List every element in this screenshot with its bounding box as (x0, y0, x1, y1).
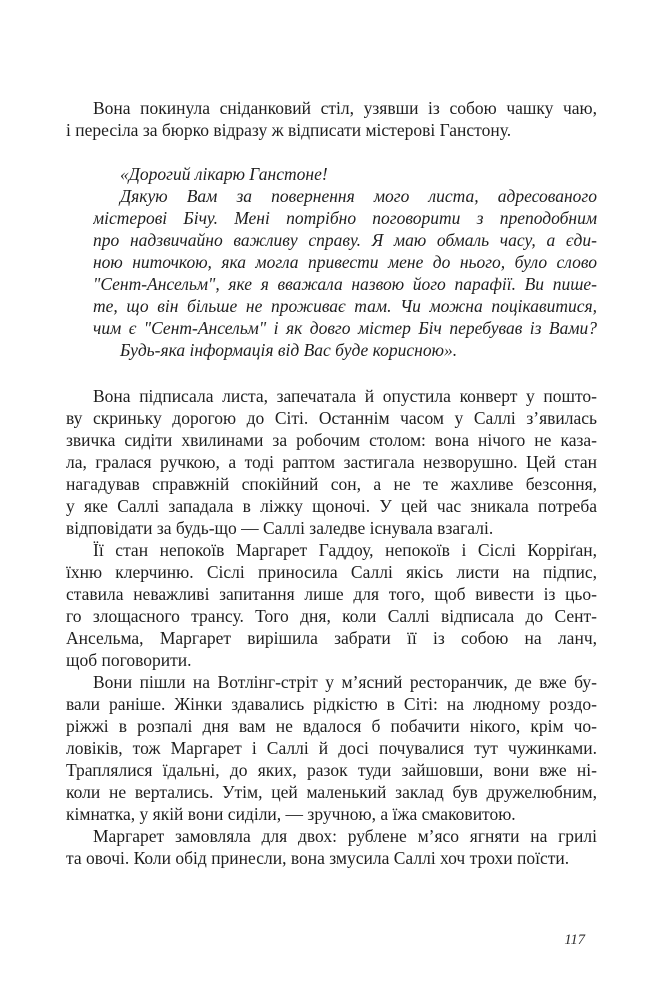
text-line: «Дорогий лікарю Ганстоне! (120, 164, 328, 184)
text-line: Вона підписала листа, запечатала й опустила конверт у пошто- (93, 386, 597, 406)
letter-block (93, 163, 597, 361)
text-line: щоб поговорити. (66, 650, 192, 670)
text-line: коли не вертались. Утім, цей маленький заклад був дружелюбним, (66, 782, 597, 802)
text-line: їхню клерчиню. Сіслі приносила Саллі якісь листи на підпис, (66, 562, 597, 582)
text-line: і пересіла за бюрко відразу ж відписати містерові Ганстону. (66, 120, 512, 140)
text-line: вали раніше. Жінки здавались рідкістю в Сіті: на людному роздо- (66, 694, 597, 714)
text-line: звичка сидіти хвилинами за робочим столом: вона нічого не каза- (66, 430, 597, 450)
text-block (66, 97, 597, 869)
text-line: ріжжі в розпалі дня вам не вдалося б побачити нікого, крім чо- (66, 716, 597, 736)
paragraph (66, 97, 597, 141)
text-line: ловіків, тож Маргарет і Саллі й досі почувалися тут чужинками. (66, 738, 597, 758)
text-line: "Сент-Ансельм", яке я вважала назвою його парафії. Ви пише- (93, 274, 597, 294)
text-line: та овочі. Коли обід принесли, вона змусила Саллі хоч трохи поїсти. (66, 848, 570, 868)
paragraph (66, 825, 597, 869)
paragraph (66, 671, 597, 825)
text-line: нагадував справжній спокійний сон, а не те жахливе безсоння, (66, 474, 597, 494)
text-line: про надзвичайно важливу справу. Я маю обмаль часу, а єди- (93, 230, 597, 250)
text-line: Вони пішли на Вотлінг-стріт у м’ясний ресторанчик, де вже бу- (93, 672, 597, 692)
text-line: Вона покинула сніданковий стіл, узявши із собою чашку чаю, (93, 98, 597, 118)
text-line: го злощасного трансу. Того дня, коли Саллі відписала до Сент- (66, 606, 597, 626)
text-line: відповідати за будь-що — Саллі заледве існувала взагалі. (66, 518, 494, 538)
text-line: ставила неважливі запитання лише для того, щоб вивести із цьо- (66, 584, 597, 604)
text-line: Ансельма, Маргарет вирішила забрати її із собою на ланч, (66, 628, 597, 648)
paragraph (66, 385, 597, 539)
text-line: у яке Саллі западала в ліжку щоночі. У цей час зникала потреба (66, 496, 597, 516)
text-line: містерові Бічу. Мені потрібно поговорити з преподобним (93, 208, 597, 228)
text-line: Маргарет замовляла для двох: рублене м’ясо ягняти на грилі (93, 826, 597, 846)
page-number: 117 (564, 932, 585, 948)
text-line: ною ниточкою, яка могла привести мене до нього, було слово (93, 252, 597, 272)
text-line: Траплялися їдальні, до яких, разок туди зайшовши, вони вже ні- (66, 760, 597, 780)
paragraph (66, 539, 597, 671)
text-line: кімнатка, у якій вони сиділи, — зручною, а їжа смаковитою. (66, 804, 516, 824)
text-line: Її стан непокоїв Маргарет Гаддоу, непокоїв і Сіслі Корріґан, (93, 540, 597, 560)
text-line: чим є "Сент-Ансельм" і як довго містер Біч перебував із Вами? (93, 318, 597, 338)
text-line: ла, гралася ручкою, а тоді раптом застигала незворушно. Цей стан (66, 452, 597, 472)
text-line: Будь-яка інформація від Вас буде корисною». (120, 340, 458, 360)
text-line: Дякую Вам за повернення мого листа, адресованого (120, 186, 597, 206)
text-line: ву скриньку дорогою до Сіті. Останнім часом у Саллі з’явилась (66, 408, 597, 428)
text-line: те, що він більше не проживає там. Чи можна поцікавитися, (93, 296, 597, 316)
